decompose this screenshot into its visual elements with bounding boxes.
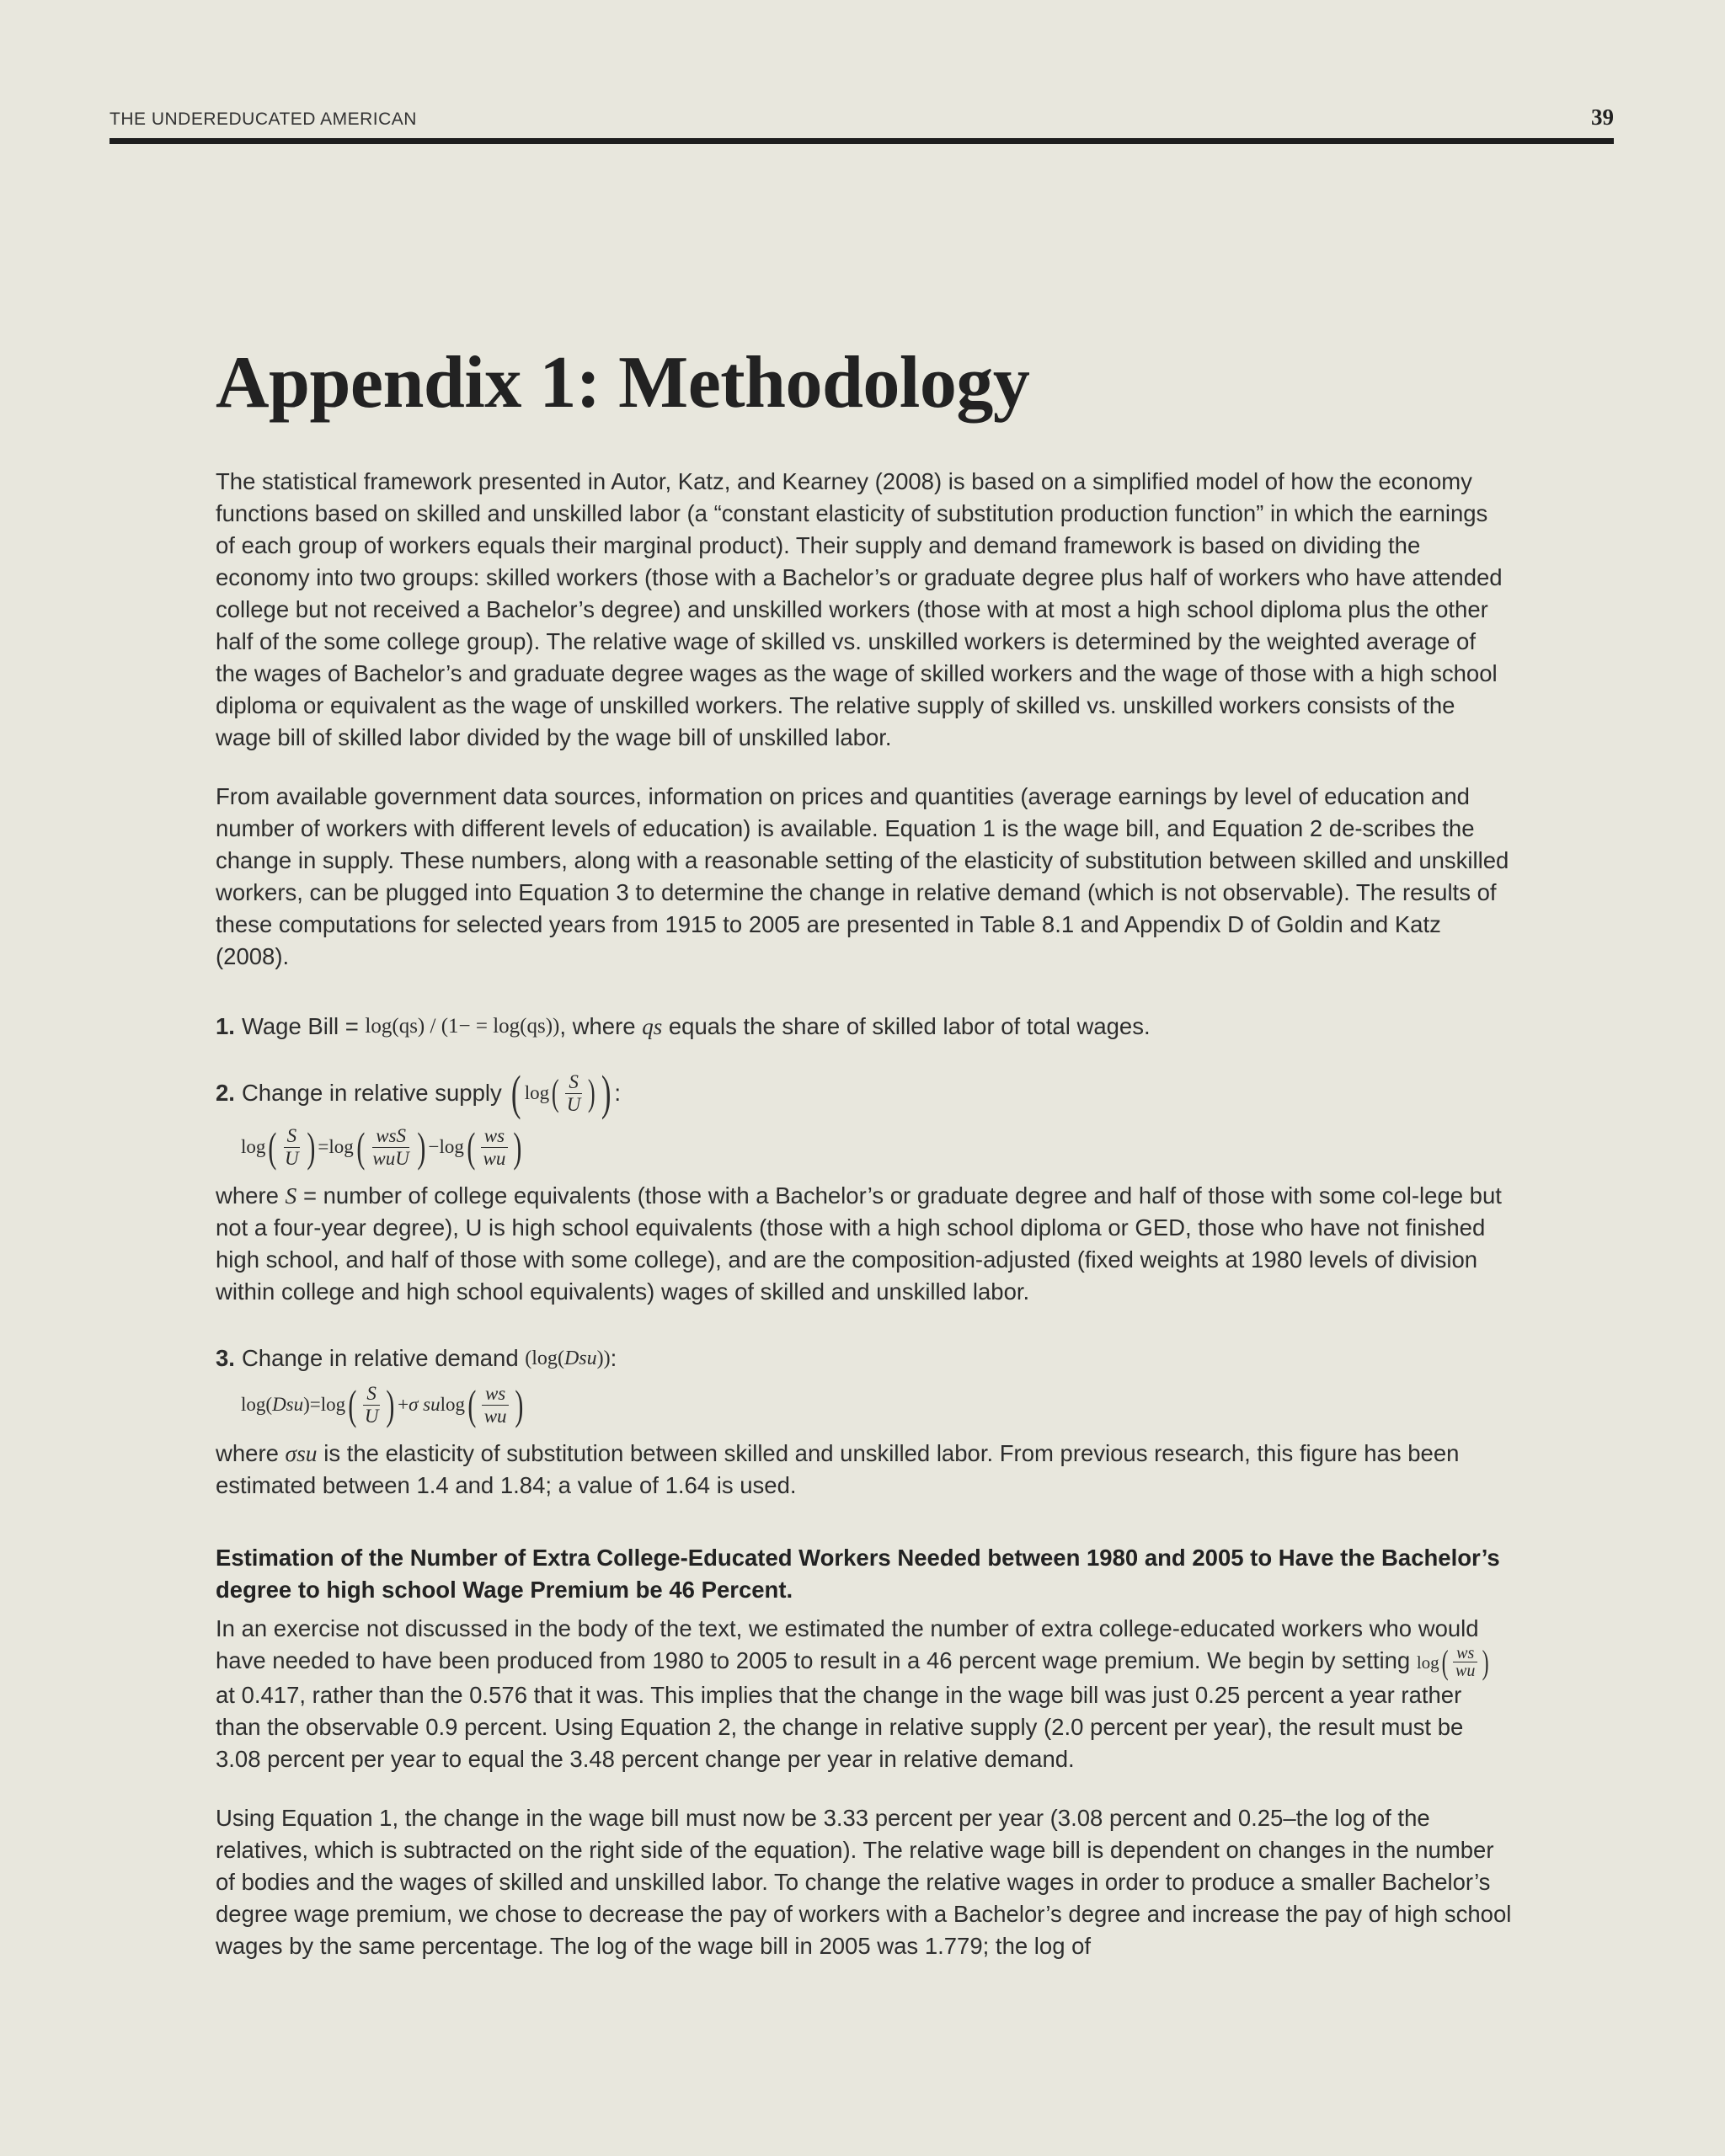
eq3-description: where σsu is the elasticity of substitution between skilled and unskilled labor. From previous research, this figure has been estimated between 1.4 and 1.84; a value of 1.64 is used. (216, 1440, 1460, 1498)
equation-3-heading (216, 1342, 1513, 1375)
eq3-label: Change in relative demand (241, 1345, 519, 1371)
eq1-tail: equals the share of skilled labor of total wages. (668, 1013, 1151, 1039)
equation-2-heading (216, 1065, 1513, 1120)
page-number: 39 (1591, 104, 1614, 130)
eq2-number: 2. (216, 1080, 235, 1106)
paragraph-data-sources: From available government data sources, information on prices and quantities (average earnings by level of education and number of workers with different levels of education) is available. Equation 1 is the wage bill, and Equation 2 de-scribes the change in supply. These numbers, along with a reasonable setting of the elasticity of substitution between skilled and unskilled workers, can be plugged into Equation 3 to determine the change in relative demand (which is not observable). The results of these computations for selected years from 1915 to 2005 are presented in Table 8.1 and Appendix D of Goldin and Katz (2008). (216, 783, 1509, 969)
eq3-number: 3. (216, 1345, 235, 1371)
eq3-colon: : (610, 1345, 617, 1371)
eq2-heading-formula: ( log ( $\frac{S}{U}$ ) ) (511, 1065, 611, 1120)
section-paragraph-2: Using Equation 1, the change in the wage bill must now be 3.33 percent per year (3.08 percent and 0.25–the log of the relatives, which is subtracted on the right side of the equation). The relative wage bill is dependent on changes in the number of bodies and the wages of skilled and unskilled labor. To change the relative wages in order to produce a smaller Bachelor’s degree wage premium, we chose to decrease the pay of workers with a Bachelor’s degree and increase the pay of high school wages by the same percentage. The log of the wage bill in 2005 was 1.779; the log of (216, 1805, 1512, 1960)
eq2-description: where S = number of college equivalents (those with a Bachelor’s or graduate degree and half of those with some col-lege but not a four-year degree), U is high school equivalents (those with a high school diploma or GED, those who have not finished high school, and half of those with some college), and are the composition-adjusted (fixed weights at 1980 levels of division within college and high school equivalents) wages of skilled and unskilled labor. (216, 1182, 1502, 1305)
eq1-label: Wage Bill = (241, 1013, 359, 1039)
eq2-colon: : (614, 1080, 622, 1106)
paragraph-framework: The statistical framework presented in Autor, Katz, and Kearney (2008) is based on a simplified model of how the economy functions based on skilled and unskilled labor (a “constant elasticity of substitution production function” in which the earnings of each group of workers equals their marginal product). Their supply and demand framework is based on dividing the economy into two groups: skilled workers (those with a Bachelor’s or graduate degree plus half of workers who have attended college but not received a Bachelor’s degree) and unskilled workers (those with at most a high school diploma plus the other half of the some college group). The relative wage of skilled vs. unskilled workers is determined by the weighted average of the wages of Bachelor’s and graduate degree wages as the wage of skilled workers and the wage of those with a high school diploma or equivalent as the wage of unskilled workers. The relative supply of skilled vs. unskilled workers consists of the wage bill of skilled labor divided by the wage bill of unskilled labor. (216, 468, 1503, 750)
eq1-formula: log(qs) / (1− = log(qs)) (365, 1015, 560, 1038)
section-heading: Estimation of the Number of Extra College-Educated Workers Needed between 1980 and 2005 to Have the Bachelor’s degree to high school Wage Premium be 46 Percent. (216, 1545, 1500, 1603)
section-paragraph-1: In an exercise not discussed in the body of the text, we estimated the number of extra college-educated workers who would have needed to have been produced from 1980 to 2005 to result in a 46 percent wage premium. We begin by setting log ( $\frac{ws}{wu}$ ) at 0.417, rather than the 0.576 that it was. This implies that the change in the wage bill was just 0.25 percent a year rather than the observable 0.9 percent. Using Equation 2, the change in relative supply (2.0 percent per year), the result must be 3.08 percent per year to equal the 3.48 percent change per year in relative demand. (216, 1615, 1490, 1773)
eq1-var: qs (642, 1014, 663, 1039)
eq3-heading-formula: ( log ( Dsu )) (525, 1348, 611, 1369)
equation-2-display: log ( $\frac{S}{U}$ ) = log ( $\frac{\text{wsS}}{\text{wuU}}$ ) − log ( $\frac{ws}{wu}$ ) (241, 1123, 522, 1171)
page-body (216, 333, 1513, 1989)
eq1-where: , where (559, 1013, 636, 1039)
equation-1 (216, 1010, 1513, 1043)
eq1-number: 1. (216, 1013, 235, 1039)
header-rule (109, 138, 1614, 144)
equation-3-display: log (Dsu) = log ( $\frac{S}{U}$ ) + σ su log ( $\frac{ws}{wu}$ ) (241, 1381, 523, 1428)
page-title: Appendix 1: Methodology (216, 342, 1030, 424)
running-title: THE UNDEREDUCATED AMERICAN (109, 109, 417, 129)
eq2-label: Change in relative supply (241, 1080, 502, 1106)
